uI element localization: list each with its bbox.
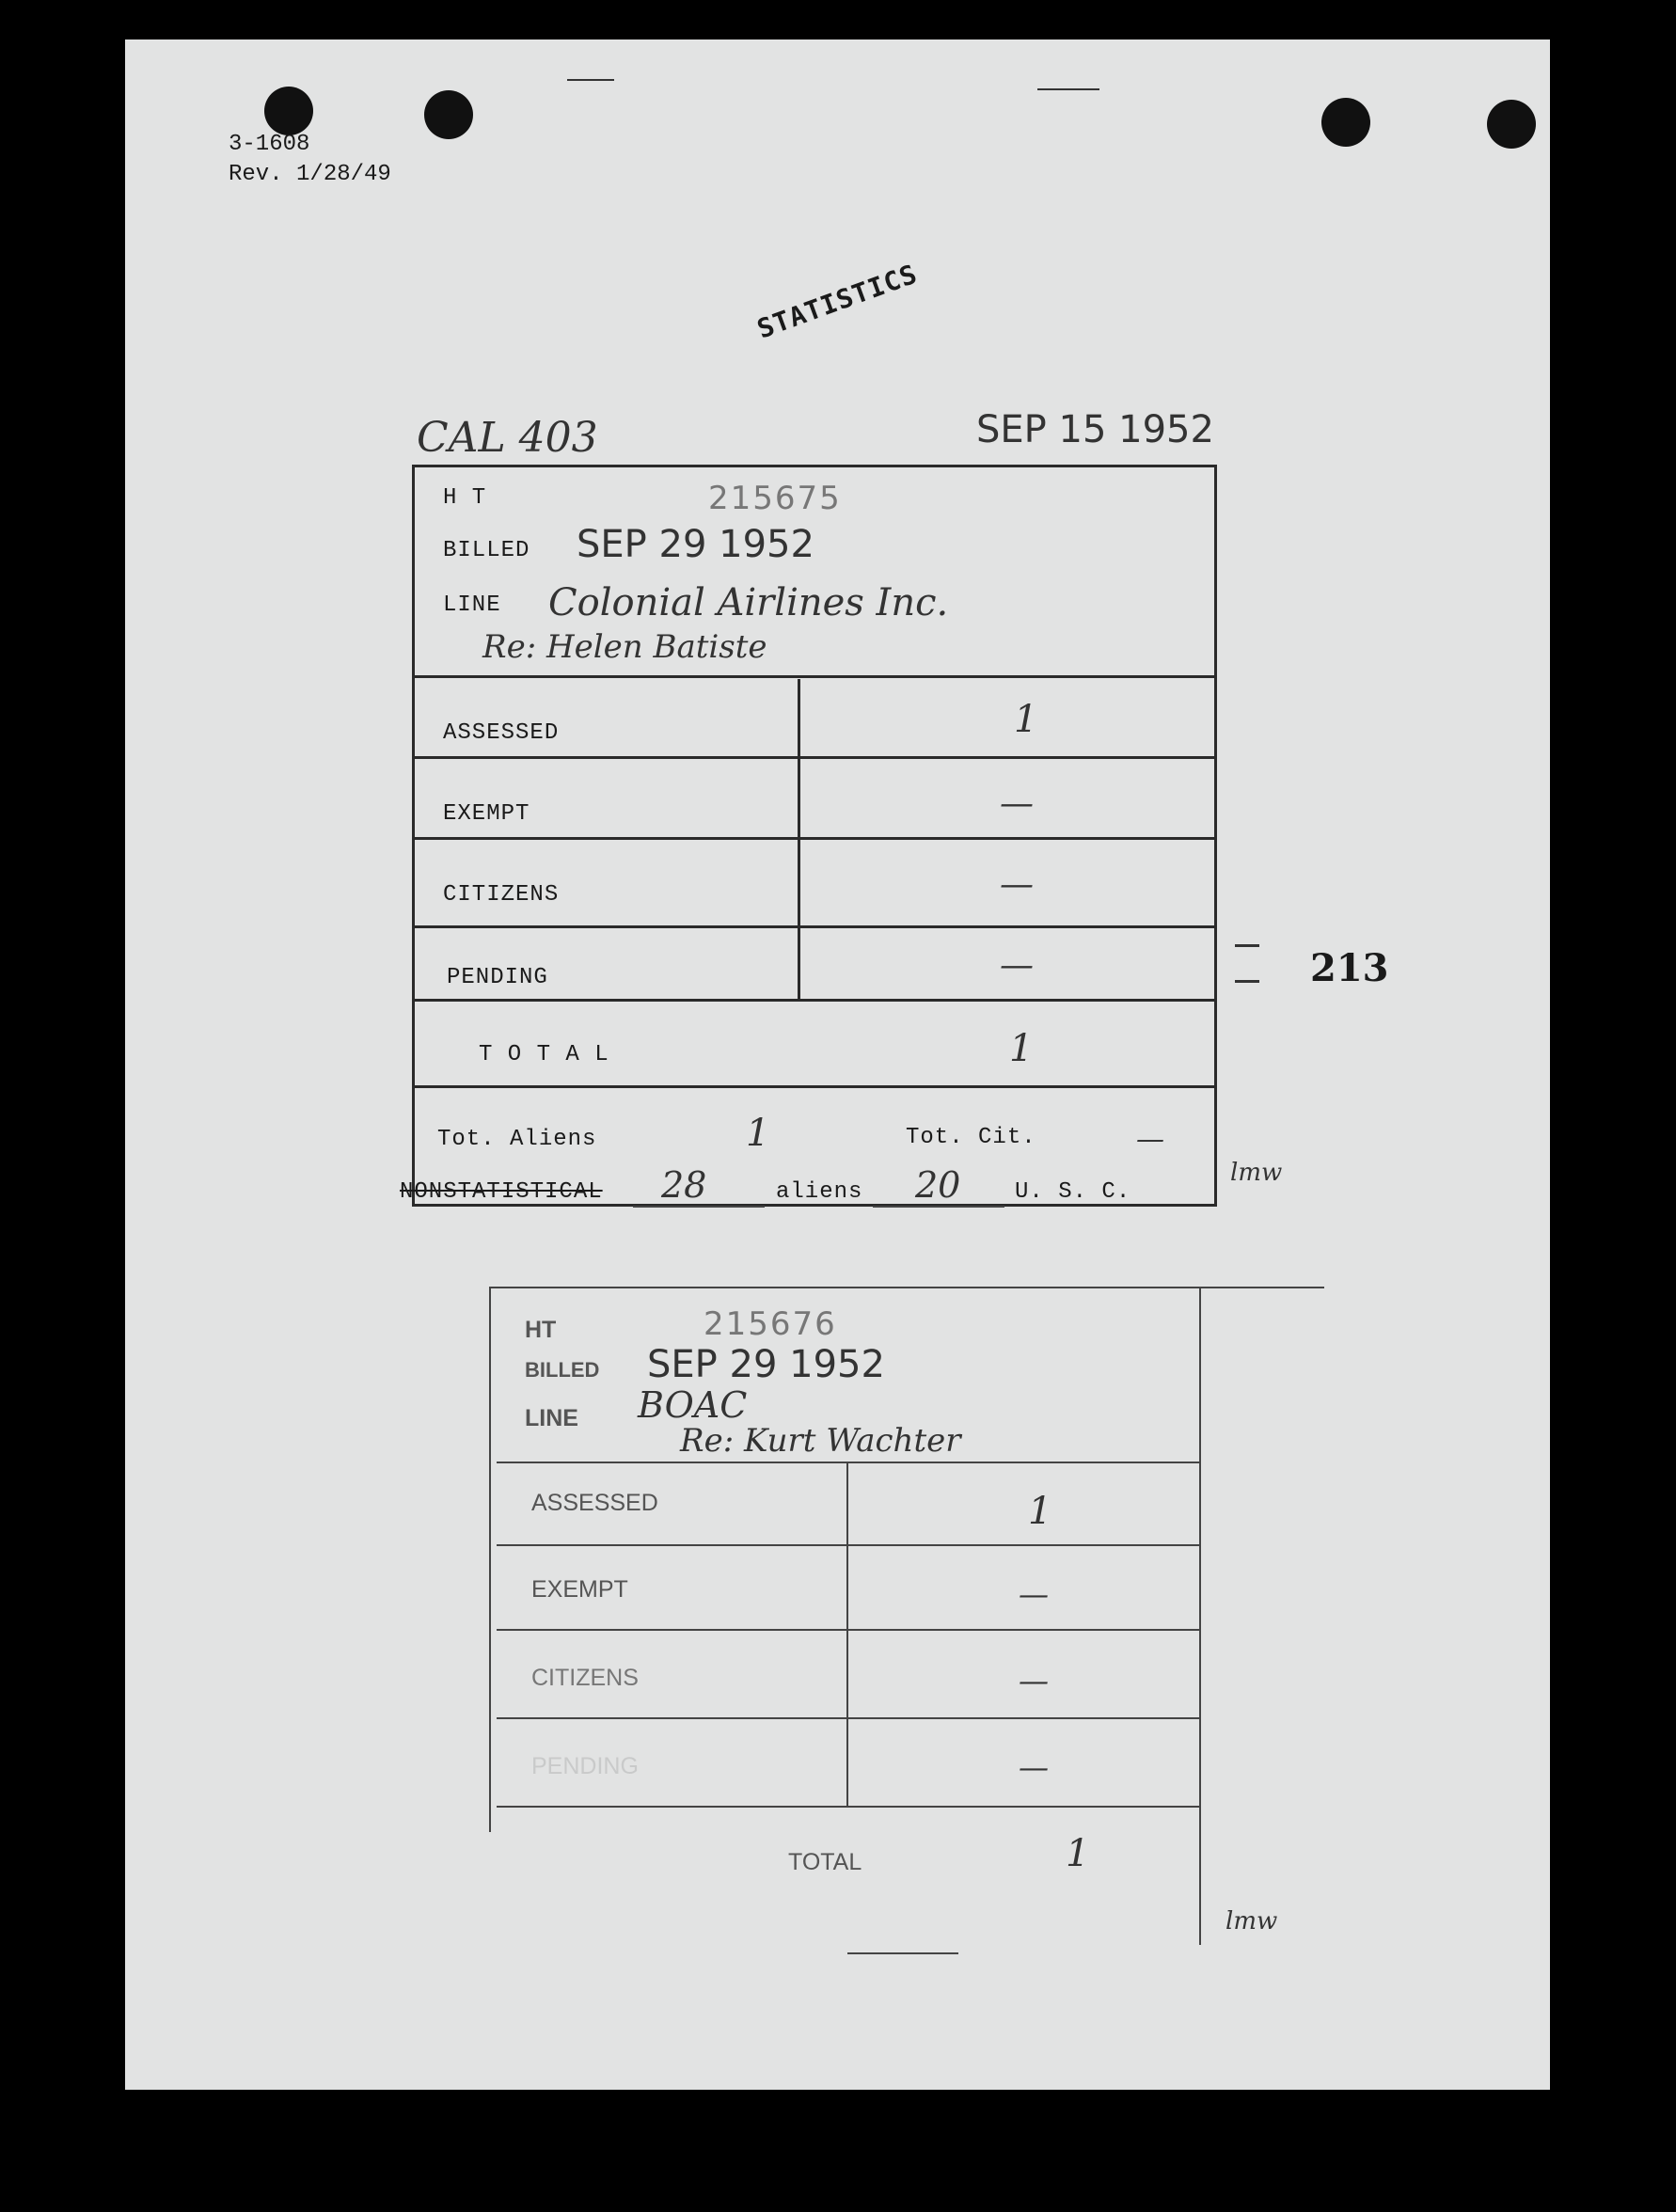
column-divider <box>798 679 800 999</box>
divider <box>497 1629 1200 1631</box>
record-2-line-value: BOAC <box>638 1384 748 1426</box>
record-1-row-label: EXEMPT <box>443 801 530 827</box>
record-1-line-value: Colonial Airlines Inc. <box>548 581 949 624</box>
divider <box>412 756 1214 759</box>
record-2-re-value: Re: Kurt Wachter <box>680 1422 961 1460</box>
record-1-row-label: PENDING <box>447 965 548 990</box>
card-border <box>489 1287 491 1832</box>
record-1-row-value: 1 <box>1014 698 1038 741</box>
record-1-row-value: — <box>1000 946 1034 985</box>
punch-hole <box>1321 98 1370 147</box>
punch-hole <box>264 87 313 135</box>
record-1-billed-date: SEP 29 1952 <box>577 523 814 566</box>
divider <box>497 1544 1200 1546</box>
record-1-tot-aliens-label: Tot. Aliens <box>437 1127 597 1152</box>
record-2-total-value: 1 <box>1066 1832 1090 1875</box>
record-2-line-label: LINE <box>525 1405 578 1431</box>
underline <box>847 1952 958 1954</box>
record-2-row-label: EXEMPT <box>531 1576 628 1603</box>
record-1-re-value: Re: Helen Batiste <box>482 628 767 666</box>
divider <box>497 1806 1200 1808</box>
column-divider <box>846 1462 848 1808</box>
divider <box>412 925 1214 928</box>
record-2-row-value: — <box>1019 1749 1049 1785</box>
record-1-total-label: T O T A L <box>479 1042 609 1067</box>
punch-hole <box>424 90 473 139</box>
top-mark <box>567 79 614 81</box>
card-border <box>1199 1287 1201 1945</box>
punch-hole <box>1487 100 1536 149</box>
statistics-stamp: STATISTICS <box>752 258 922 345</box>
record-2-row-label: PENDING <box>531 1753 639 1779</box>
underline <box>633 1206 765 1208</box>
record-1-card <box>412 465 1217 1207</box>
record-2-row-label: ASSESSED <box>531 1490 658 1516</box>
record-2-row-label: CITIZENS <box>531 1665 639 1691</box>
record-1-tot-aliens-value: 1 <box>746 1112 770 1155</box>
record-2-total-label: TOTAL <box>788 1849 862 1875</box>
record-2-row-value: 1 <box>1028 1490 1052 1533</box>
record-1-tot-cit-value: — <box>1136 1123 1164 1156</box>
form-revision: Rev. 1/28/49 <box>229 162 391 187</box>
divider <box>497 1462 1200 1463</box>
form-number: 3-1608 <box>229 132 310 157</box>
nonstatistical-usc-value: 20 <box>915 1164 961 1206</box>
record-1-total-value: 1 <box>1009 1027 1034 1070</box>
divider <box>412 1085 1214 1088</box>
cal-reference: CAL 403 <box>417 414 598 462</box>
record-1-ht-label: H T <box>443 485 487 511</box>
record-1-row-label: ASSESSED <box>443 720 560 746</box>
record-2-billed-date: SEP 29 1952 <box>647 1343 885 1386</box>
record-2-ht-label: HT <box>525 1317 557 1343</box>
record-1-row-value: — <box>1000 865 1034 904</box>
divider <box>412 837 1214 840</box>
record-2-ht-number: 215676 <box>704 1305 837 1343</box>
nonstatistical-usc-label: U. S. C. <box>1015 1179 1131 1205</box>
nonstatistical-aliens-label: aliens <box>776 1179 863 1205</box>
record-1-tot-cit-label: Tot. Cit. <box>906 1125 1036 1150</box>
divider <box>412 675 1214 678</box>
tick-mark <box>1235 944 1259 947</box>
record-1-ht-number: 215675 <box>708 480 842 517</box>
tick-mark <box>1235 980 1259 983</box>
nonstatistical-aliens-value: 28 <box>661 1164 707 1206</box>
underline <box>873 1206 1004 1208</box>
record-2-row-value: — <box>1019 1576 1049 1612</box>
page-number: 213 <box>1310 946 1389 990</box>
nonstatistical-label: NONSTATISTICAL <box>400 1179 603 1205</box>
header-date: SEP 15 1952 <box>976 408 1214 451</box>
divider <box>497 1717 1200 1719</box>
record-1-line-label: LINE <box>443 592 501 618</box>
record-2-row-value: — <box>1019 1663 1049 1698</box>
record-1-billed-label: BILLED <box>443 538 530 563</box>
record-1-row-label: CITIZENS <box>443 882 560 908</box>
top-mark <box>1037 88 1099 90</box>
record-2-billed-label: BILLED <box>525 1358 600 1382</box>
divider <box>412 999 1214 1002</box>
document-page <box>125 40 1550 2090</box>
record-1-initials: lmw <box>1230 1159 1283 1187</box>
record-1-row-value: — <box>1000 784 1034 823</box>
record-2-initials: lmw <box>1225 1907 1278 1936</box>
